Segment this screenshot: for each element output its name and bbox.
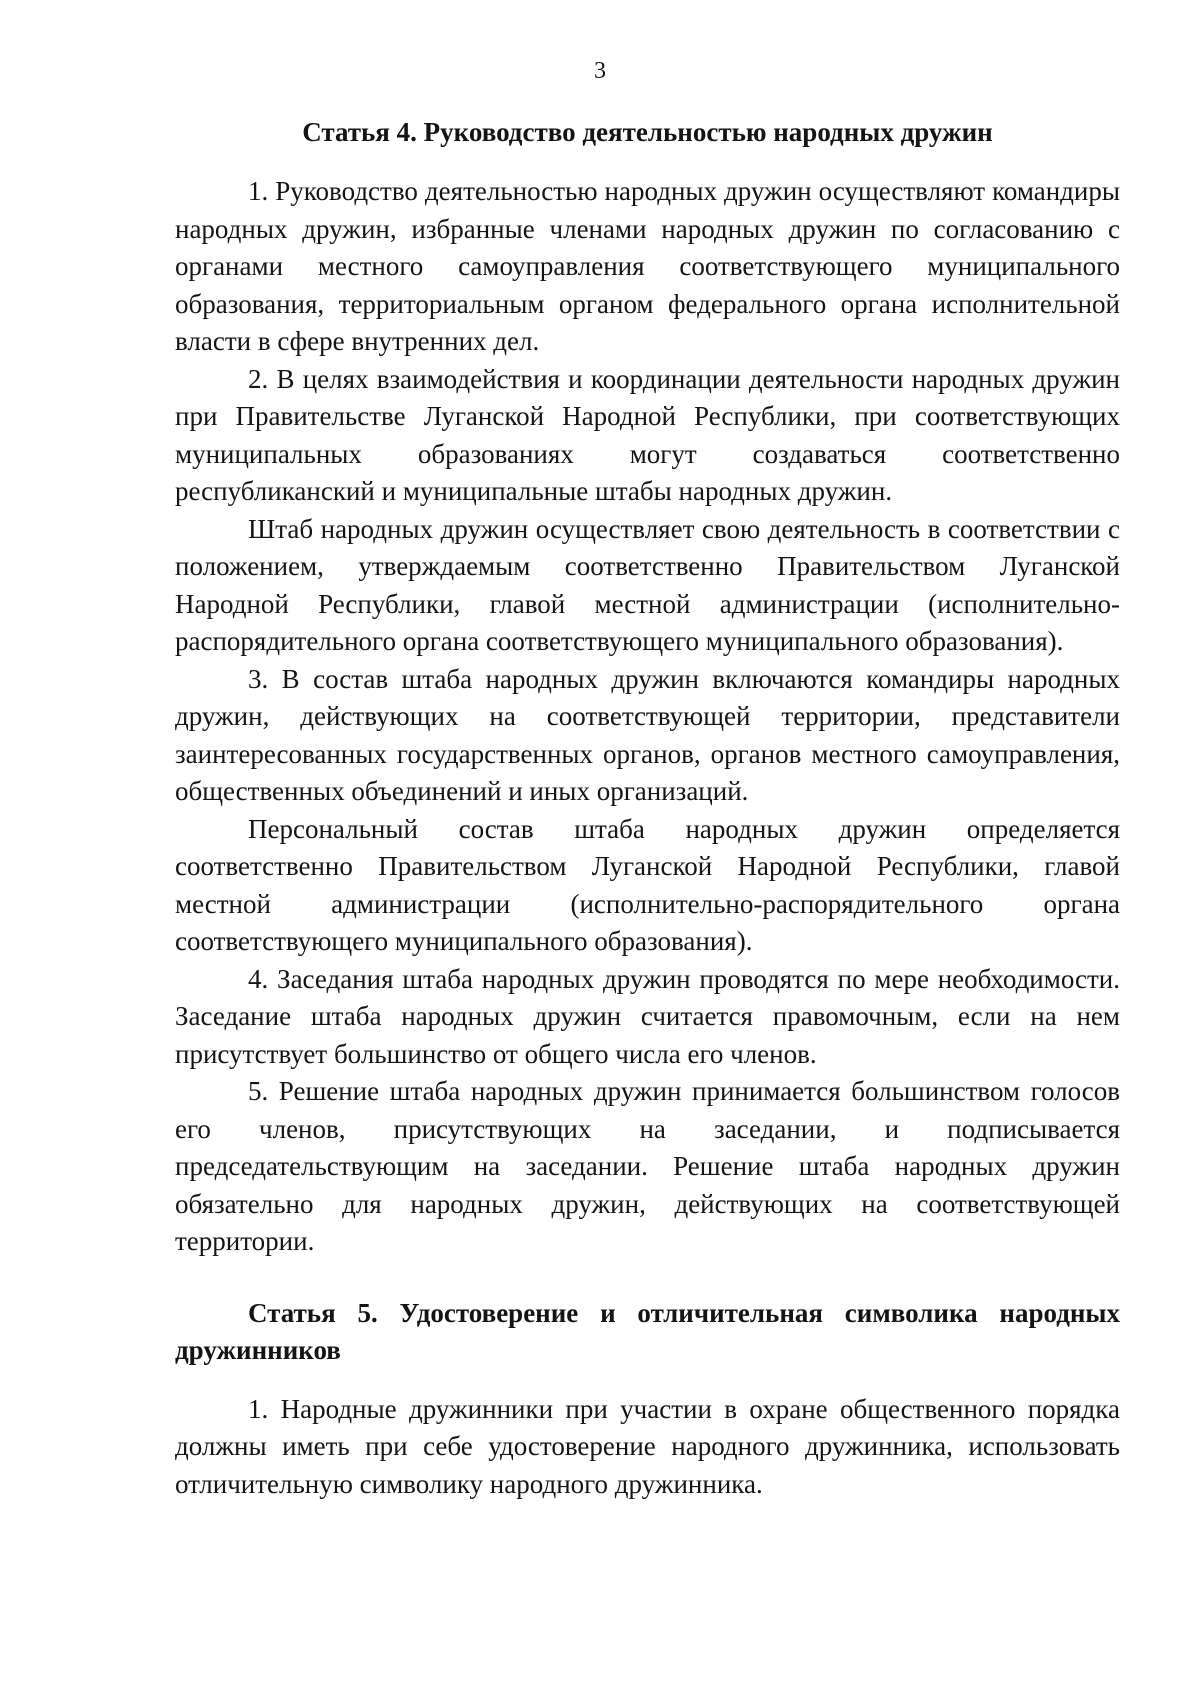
article-4-paragraph-2: 2. В целях взаимодействия и координации деятельности народных дружин при Правительстве Луганской Народной Республики, при соответствующих муниципальных образованиях могут создаваться соответственно республиканский и муниципальные штабы народных дружин. [175,363,1120,506]
article-4-paragraph-7: 5. Решение штаба народных дружин принимается большинством голосов его членов, присутствующих на заседании, и подписывается председательствующим на заседании. Решение штаба народных дружин обязательно для народных дружин, действующих на соответствующей территории. [175,1076,1120,1256]
page-number: 3 [594,58,606,84]
spacer [175,1369,1120,1391]
article-5-paragraph-1: 1. Народные дружинники при участии в охране общественного порядка должны иметь при себе удостоверение народного дружинника, использовать отличительную символику народного дружинника. [175,1393,1120,1499]
article-4-paragraph-5: Персональный состав штаба народных дружин определяется соответственно Правительством Луганской Народной Республики, главой местной администрации (исполнительно-распорядительного органа соответствующего муниципального образования). [175,813,1120,956]
spacer [175,151,1120,173]
article-4-paragraph-1: 1. Руководство деятельностью народных дружин осуществляют командиры народных дружин, избранные членами народных дружин по согласованию с органами местного самоуправления соответствующего муниципального образования, территориальным органом федерального органа исполнительной власти в сфере внутренних дел. [175,176,1120,356]
spacer [175,1261,1120,1295]
document-body [175,114,1120,1503]
article-4-paragraph-6: 4. Заседания штаба народных дружин проводятся по мере необходимости. Заседание штаба народных дружин считается правомочным, если на нем присутствует большинство от общего числа его членов. [175,963,1120,1069]
article-5-heading: Статья 5. Удостоверение и отличительная символика народных дружинников [175,1297,1120,1365]
article-4-paragraph-4: 3. В состав штаба народных дружин включаются командиры народных дружин, действующих на соответствующей территории, представители заинтересованных государственных органов, органов местного самоуправления, общественных объединений и иных организаций. [175,663,1120,806]
article-4-heading: Статья 4. Руководство деятельностью народных дружин [302,117,993,147]
article-4-paragraph-3: Штаб народных дружин осуществляет свою деятельность в соответствии с положением, утверждаемым соответственно Правительством Луганской Народной Республики, главой местной администрации (исполнительно-распорядительного органа соответствующего муниципального образования). [175,513,1120,656]
